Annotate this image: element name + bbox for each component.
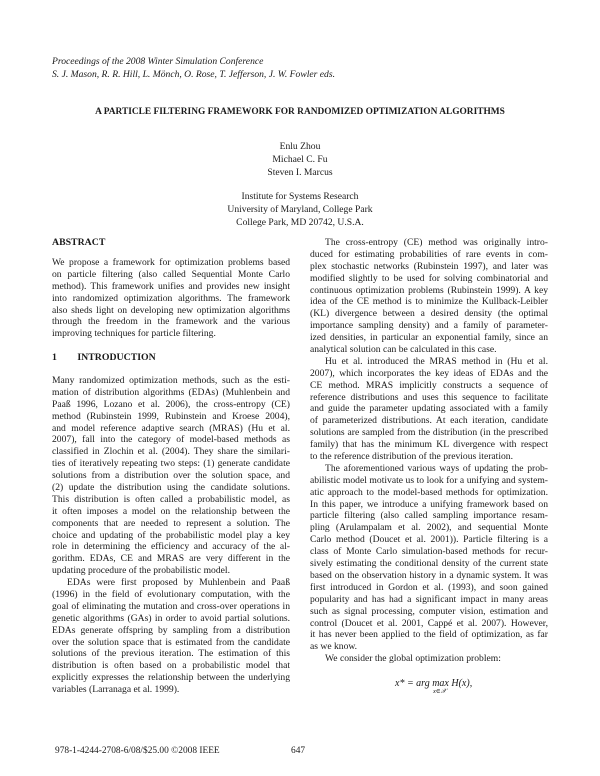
abstract-body <box>52 257 290 340</box>
text-line: solutions are sampled from the distribution (in the prescribed <box>310 427 548 439</box>
text-line: distribution is often based on a probabilistic model that <box>52 660 290 672</box>
text-line: We propose a framework for optimization problems based <box>52 257 290 268</box>
paper-title: A PARTICLE FILTERING FRAMEWORK FOR RANDOMIZED OPTIMIZATION ALGORITHMS <box>95 107 505 117</box>
text-line: analytical solution can be calculated in this case. <box>310 344 497 356</box>
text-line: role in determining the efficiency and accuracy of the al- <box>52 541 290 553</box>
text-line: reference distributions and uses this sequence to facilitate <box>310 391 548 403</box>
text-line: based on the observation history in a dynamic system. It was <box>310 569 548 581</box>
section-number: 1 <box>52 352 57 363</box>
text-line: idea of the CE method is to minimize the Kullback-Leibler <box>310 296 548 308</box>
text-line: through the freedom in the framework and the various <box>52 316 290 328</box>
text-line: Hu et al. introduced the MRAS method in (Hu et al. <box>325 355 548 367</box>
text-line: class of Monte Carlo simulation-based methods for recur- <box>310 546 548 558</box>
author: Michael C. Fu <box>272 154 328 165</box>
text-line: explicitly expresses the relationship between the underlying <box>52 672 290 684</box>
text-line: pling (Arulampalam et al. 2002), and sequential Monte <box>310 522 548 534</box>
text-line: The aforementioned various ways of updating the prob- <box>325 462 548 474</box>
text-line: genetic algorithms (GAs) in order to avoid partial solutions. <box>52 612 290 624</box>
affiliation-line: University of Maryland, College Park <box>227 204 373 215</box>
text-line: 2007), which incorporates the key ideas of EDAs and the <box>310 367 548 379</box>
page-number: 647 <box>291 746 306 756</box>
text-line: plex stochastic networks (Rubinstein 1997), and later was <box>310 260 548 272</box>
text-line: particle filtering (also called sampling importance resam- <box>310 510 548 522</box>
equation-main: x* = arg max H(x), <box>395 678 473 689</box>
text-line: goal of eliminating the mutation and cross-over operations in <box>52 600 290 612</box>
text-line: ized densities, in particular an exponential family, since an <box>310 332 548 344</box>
text-line: gorithm. EDAs, CE and MRAS are very different in the <box>52 553 290 565</box>
text-line: to the reference distribution of the previous iteration. <box>310 451 514 463</box>
text-line: This distribution is often called a probabilistic model, as <box>52 493 290 505</box>
text-line: updating procedure of the probabilistic model. <box>52 565 230 577</box>
text-line: 2007), fall into the category of model-based methods as <box>52 434 290 446</box>
text-line: abilistic model motivate us to look for a unifying and system- <box>310 474 548 486</box>
text-line: The cross-entropy (CE) method was originally intro- <box>325 237 548 248</box>
text-line: (2) update the distribution using the candidate solutions. <box>52 482 290 494</box>
text-line: We consider the global optimization problem: <box>325 653 501 665</box>
text-line: family) that has the minimum KL divergence with respect <box>310 439 548 451</box>
text-line: and guide the parameter updating associated with a family <box>310 403 548 415</box>
text-line: duced for estimating probabilities of rare events in com- <box>310 248 548 260</box>
text-line: EDAs were first proposed by Muhlenbein and Paaß <box>67 577 290 589</box>
author: Steven I. Marcus <box>267 167 333 178</box>
text-line: Many randomized optimization methods, such as the esti- <box>52 375 290 386</box>
left-column-body <box>52 375 290 696</box>
equation-subscript: x∈𝒳 <box>433 688 447 695</box>
abstract-heading: ABSTRACT <box>52 237 106 248</box>
text-line: variables (Larranaga et al. 1999). <box>52 684 180 696</box>
text-line: mation of distribution algorithms (EDAs) (Muhlenbein and <box>52 386 290 398</box>
text-line: it often imposes a model on the relationship between the <box>52 505 290 517</box>
text-line: continuous optimization problems (Rubinstein 1999). A key <box>310 284 548 296</box>
text-line: method (Rubinstein 1999, Rubinstein and Kroese 2004), <box>52 410 290 422</box>
text-line: In this paper, we introduce a unifying framework based on <box>310 498 548 510</box>
editors: S. J. Mason, R. R. Hill, L. Mönch, O. Rose, T. Jefferson, J. W. Fowler eds. <box>52 69 335 80</box>
right-column-body <box>310 237 548 665</box>
author: Enlu Zhou <box>279 141 321 152</box>
text-line: as we know. <box>310 641 358 653</box>
text-line: improving techniques for particle filtering. <box>52 328 216 340</box>
text-line: on particle filtering (also called Sequential Monte Carlo <box>52 268 290 280</box>
text-line: popularity and has had a significant impact in many areas <box>310 593 548 605</box>
text-line: solutions of the previous iteration. The estimation of this <box>52 648 290 660</box>
text-line: importance sampling density) and a family of parameter- <box>310 320 548 332</box>
text-line: Carlo method (Doucet et al. 2001)). Particle filtering is a <box>310 534 548 546</box>
text-line: ties of iteratively repeating two steps: (1) generate candidate <box>52 458 290 470</box>
text-line: components that are needed to represent a solution. The <box>52 517 290 529</box>
text-line: and model reference adaptive search (MRAS) (Hu et al. <box>52 422 290 434</box>
text-line: (1996) in the field of evolutionary computation, with the <box>52 589 290 601</box>
text-line: modified slightly to be used for solving combinatorial and <box>310 272 548 284</box>
text-line: choice and updating of the probabilistic model play a key <box>52 529 290 541</box>
text-line: atic approach to the model-based methods for optimization. <box>310 486 548 498</box>
text-line: method). This framework unifies and provides new insight <box>52 280 290 292</box>
section-heading <box>52 352 156 363</box>
text-line: also sheds light on developing new optimization algorithms <box>52 304 290 316</box>
text-line: Paaß 1996, Lozano et al. 2006), the cross-entropy (CE) <box>52 398 290 410</box>
text-line: classified in Zlochin et al. (2004). They share the similari- <box>52 446 290 458</box>
text-line: control (Doucet et al. 2001, Cappé et al. 2007). However, <box>310 617 548 629</box>
text-line: over the solution space that is estimated from the candidate <box>52 636 290 648</box>
text-line: of parameterized distributions. At each iteration, candidate <box>310 415 548 427</box>
text-line: first introduced in Gordon et al. (1993), and soon gained <box>310 581 548 593</box>
text-line: such as signal processing, computer vision, estimation and <box>310 605 548 617</box>
copyright-notice: 978-1-4244-2708-6/08/$25.00 ©2008 IEEE <box>55 746 220 756</box>
conference-name: Proceedings of the 2008 Winter Simulation Conference <box>52 56 264 67</box>
text-line: sively estimating the conditional density of the current state <box>310 558 548 570</box>
equation <box>395 678 515 698</box>
affiliation-line: College Park, MD 20742, U.S.A. <box>236 217 364 228</box>
section-title: INTRODUCTION <box>77 352 156 363</box>
affiliation-line: Institute for Systems Research <box>241 191 359 202</box>
text-line: CE method. MRAS implicitly constructs a sequence of <box>310 379 548 391</box>
text-line: it has never been applied to the field of optimization, as far <box>310 629 548 641</box>
text-line: EDAs generate offspring by sampling from a distribution <box>52 624 290 636</box>
text-line: solutions from a distribution over the solution space, and <box>52 470 290 482</box>
text-line: (KL) divergence between a desired density (the optimal <box>310 308 548 320</box>
text-line: into randomized optimization algorithms. The framework <box>52 292 290 304</box>
